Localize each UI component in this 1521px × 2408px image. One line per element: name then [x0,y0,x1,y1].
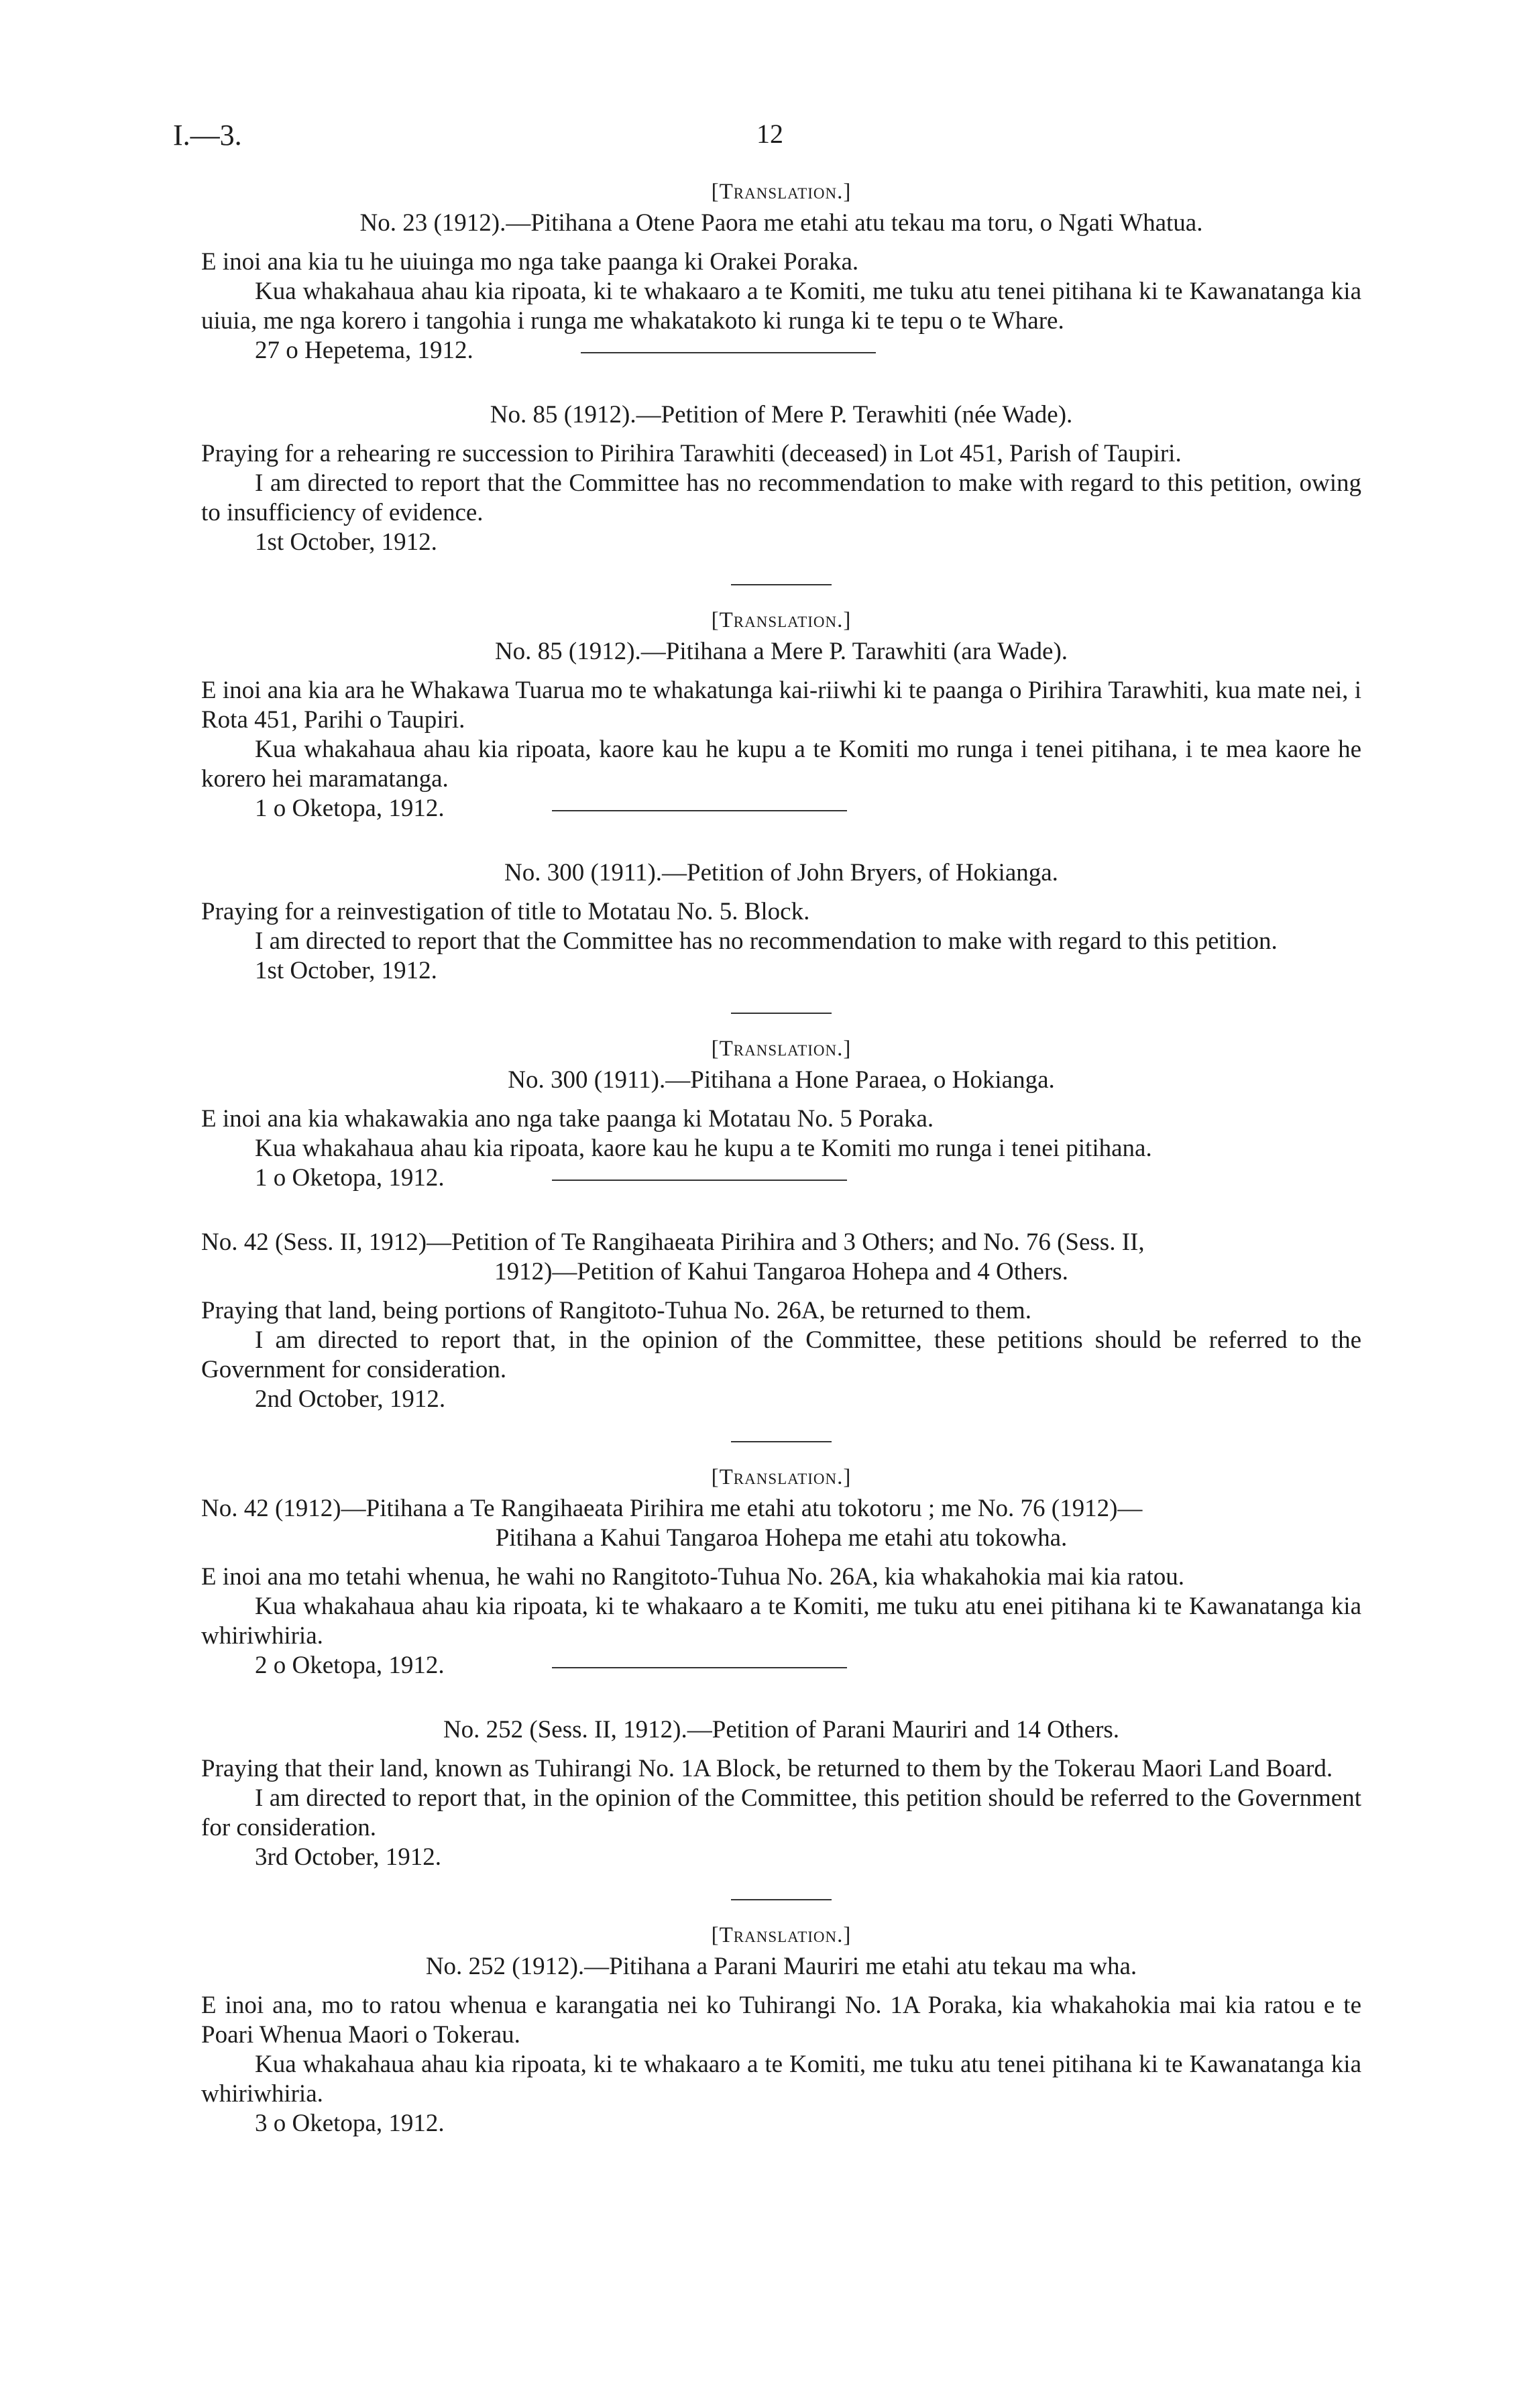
report-text: I am directed to report that, in the opinion of the Committee, this petition should be referred to the Government for consideration. [201,1784,1361,1841]
prayer-text: E inoi ana kia ara he Whakawa Tuarua mo te whakatunga kai-riiwhi ki te paanga o Pirihira Tarawhiti, kua mate nei, i Rota 451, Parihi o Taupiri. [201,677,1361,734]
prayer-text: Praying that land, being portions of Rangitoto-Tuhua No. 26A, be returned to them. [201,1297,1031,1324]
report-date: 1 o Oketopa, 1912. [255,1164,445,1192]
document-body [201,180,1361,2138]
petition-42-76-english [201,1228,1361,1442]
petition-252-translation [201,1923,1361,2138]
petition-title: No. 252 (Sess. II, 1912).—Petition of Parani Mauriri and 14 Others. [443,1716,1120,1743]
report-text: Kua whakahaua ahau kia ripoata, ki te whakaaro a te Komiti, me tuku atu tenei pitihana ki te Kawanatanga kia uiuia, me nga korero i tangohia i runga me whakatakoto ki runga ki te tepu o te Whare. [201,278,1361,335]
report-text: Kua whakahaua ahau kia ripoata, ki te whakaaro a te Komiti, me tuku atu enei pitihana ki te Kawanatanga kia whiriwhiria. [201,1593,1361,1650]
petition-42-76-translation [201,1465,1361,1680]
translation-heading: [Translation.] [711,1465,852,1489]
petition-title: No. 252 (1912).—Pitihana a Parani Mauriri me etahi atu tekau ma wha. [425,1953,1137,1980]
report-text: I am directed to report that the Committee has no recommendation to make with regard to this petition, owing to insufficiency of evidence. [201,469,1361,526]
petition-title [201,1228,1361,1287]
petition-title-line2: Pitihana a Kahui Tangaroa Hohepa me etahi atu tokowha. [495,1524,1068,1552]
translation-heading: [Translation.] [711,1923,852,1947]
translation-heading: [Translation.] [711,180,852,204]
report-date: 1st October, 1912. [255,957,437,984]
report-text: Kua whakahaua ahau kia ripoata, ki te whakaaro a te Komiti, me tuku atu tenei pitihana ki te Kawanatanga kia whiriwhiria. [201,2051,1361,2108]
divider-rule [731,584,832,585]
petition-title [201,1494,1361,1553]
petition-title-line1: No. 42 (Sess. II, 1912)—Petition of Te Rangihaeata Pirihira and 3 Others; and No. 76 (Sess. II, [201,1228,1145,1256]
report-text: Kua whakahaua ahau kia ripoata, kaore kau he kupu a te Komiti mo runga i tenei pitihana, i te mea kaore he korero hei maramatanga. [201,736,1361,793]
petition-title: No. 85 (1912).—Pitihana a Mere P. Tarawhiti (ara Wade). [494,638,1068,665]
prayer-text: Praying for a rehearing re succession to Pirihira Tarawhiti (deceased) in Lot 451, Parish of Taupiri. [201,440,1182,467]
divider-rule [552,1180,847,1181]
petition-title: No. 85 (1912).—Petition of Mere P. Terawhiti (née Wade). [490,401,1073,428]
petition-85-english [201,400,1361,585]
petition-300-translation [201,1037,1361,1193]
translation-heading: [Translation.] [711,608,852,632]
prayer-text: E inoi ana mo tetahi whenua, he wahi no Rangitoto-Tuhua No. 26A, kia whakahokia mai kia ratou. [201,1563,1184,1591]
petition-title: No. 300 (1911).—Petition of John Bryers, of Hokianga. [504,859,1058,886]
divider-rule [731,1013,832,1014]
divider-rule [731,1899,832,1900]
petition-23-translation [201,180,1361,365]
translation-heading: [Translation.] [711,1037,852,1061]
report-date: 1st October, 1912. [255,528,437,556]
paper-reference: I.—3. [173,119,242,152]
petition-title-line1: No. 42 (1912)—Pitihana a Te Rangihaeata Pirihira me etahi atu tokotoru ; me No. 76 (1912)— [201,1495,1143,1522]
petition-300-english [201,858,1361,1014]
report-date: 27 o Hepetema, 1912. [255,337,473,364]
report-date: 1 o Oketopa, 1912. [255,795,445,822]
report-text: I am directed to report that, in the opinion of the Committee, these petitions should be referred to the Government for consideration. [201,1326,1361,1383]
divider-rule [552,810,847,811]
petition-252-english [201,1715,1361,1900]
page-number: 12 [756,119,783,149]
prayer-text: Praying that their land, known as Tuhirangi No. 1A Block, be returned to them by the Tokerau Maori Land Board. [201,1755,1333,1782]
report-text: Kua whakahaua ahau kia ripoata, kaore kau he kupu a te Komiti mo runga i tenei pitihana. [255,1135,1152,1162]
report-text: I am directed to report that the Committee has no recommendation to make with regard to this petition. [255,927,1278,955]
prayer-text: E inoi ana kia tu he uiuinga mo nga take paanga ki Orakei Poraka. [201,248,859,276]
report-date: 3rd October, 1912. [255,1843,442,1871]
divider-rule [581,352,876,353]
report-date: 3 o Oketopa, 1912. [255,2110,445,2137]
petition-title: No. 23 (1912).—Pitihana a Otene Paora me etahi atu tekau ma toru, o Ngati Whatua. [359,209,1203,237]
petition-title-line2: 1912)—Petition of Kahui Tangaroa Hohepa and 4 Others. [494,1258,1068,1285]
report-date: 2nd October, 1912. [255,1385,446,1413]
prayer-text: E inoi ana, mo to ratou whenua e karangatia nei ko Tuhirangi No. 1A Poraka, kia whakahokia mai kia ratou e te Poari Whenua Maori o Tokerau. [201,1992,1361,2049]
divider-rule [731,1441,832,1442]
divider-rule [552,1667,847,1668]
petition-85-translation [201,608,1361,823]
report-date: 2 o Oketopa, 1912. [255,1652,445,1679]
prayer-text: Praying for a reinvestigation of title to Motatau No. 5. Block. [201,898,810,925]
petition-title: No. 300 (1911).—Pitihana a Hone Paraea, o Hokianga. [508,1066,1055,1094]
prayer-text: E inoi ana kia whakawakia ano nga take paanga ki Motatau No. 5 Poraka. [201,1105,934,1133]
